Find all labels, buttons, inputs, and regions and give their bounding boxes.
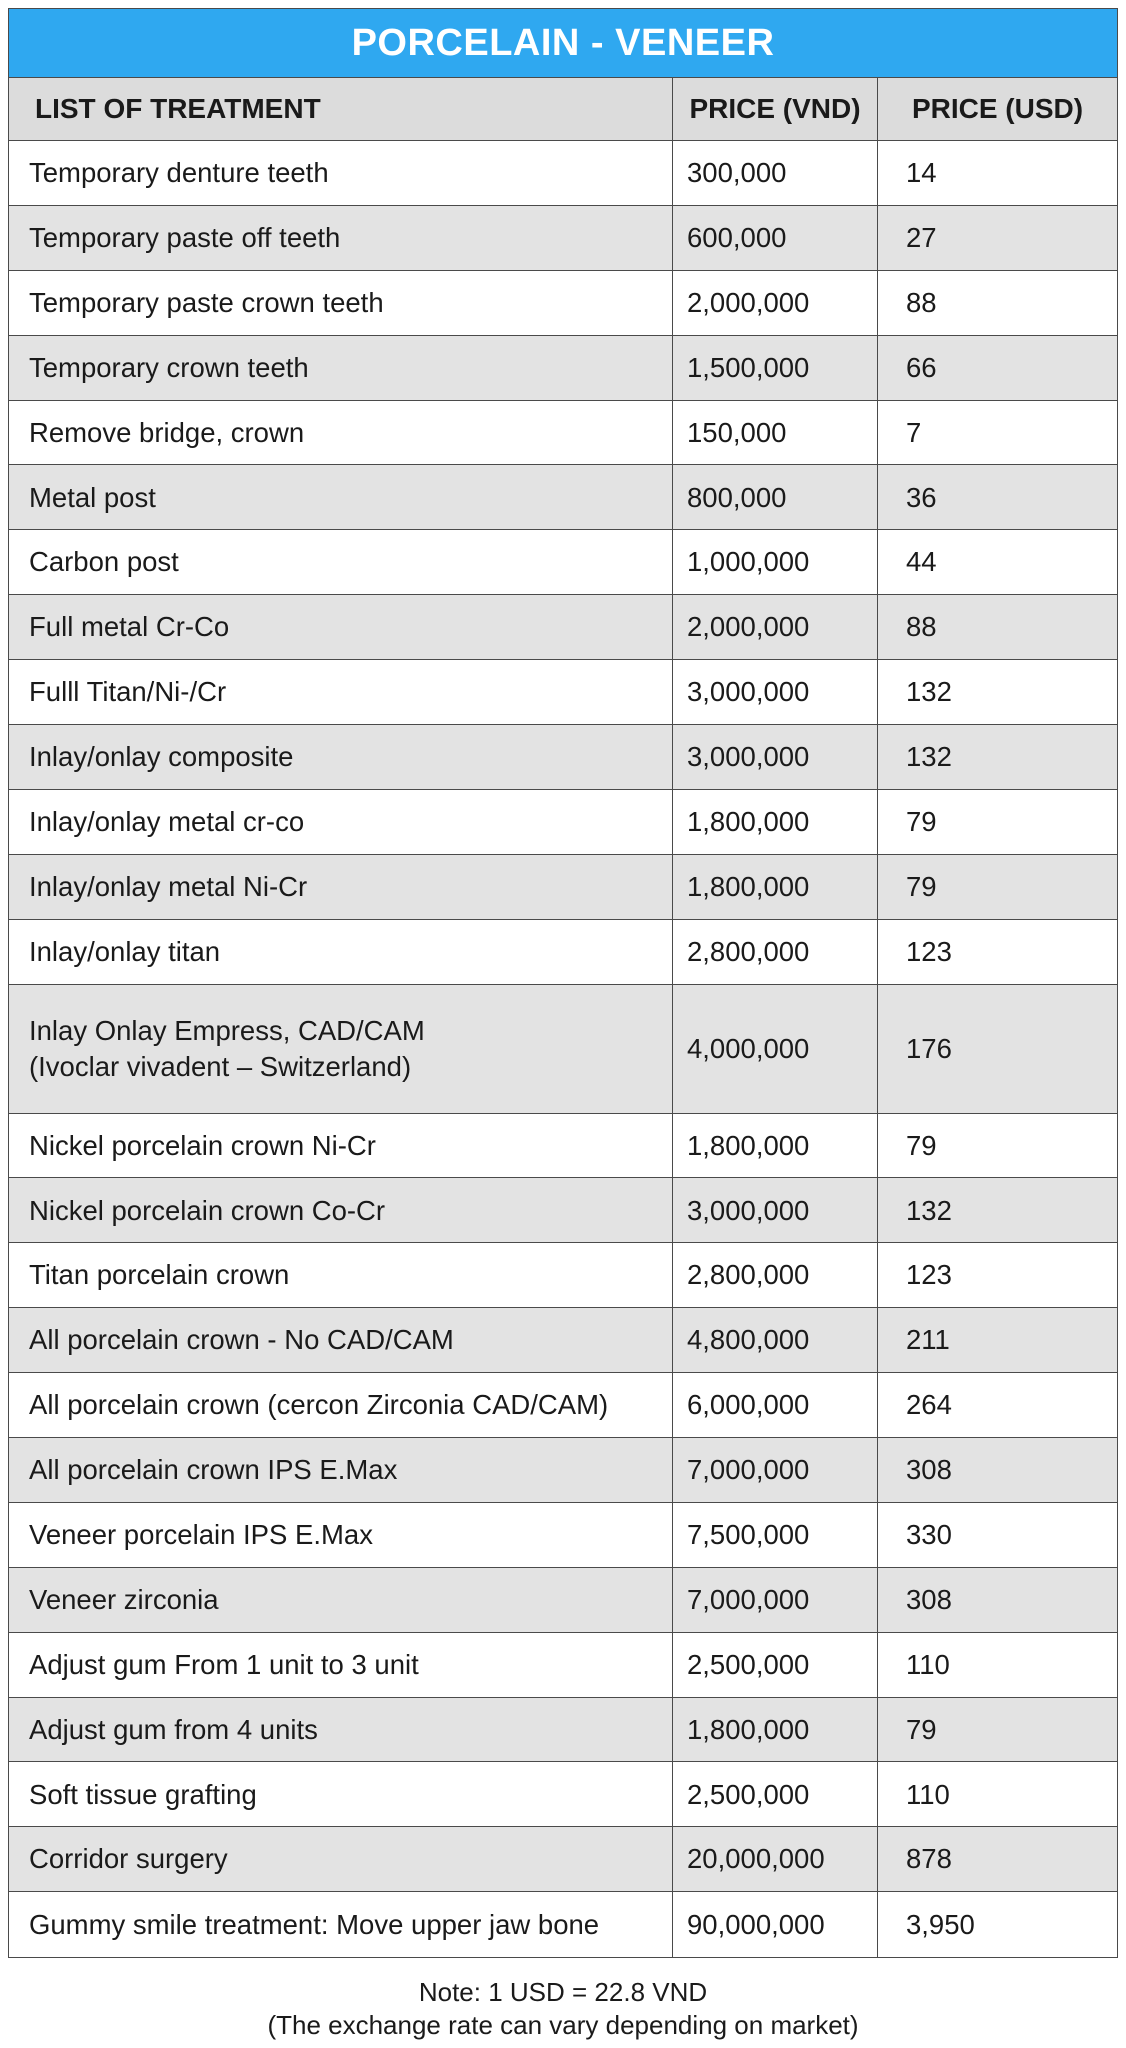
price-usd-cell: 44	[906, 546, 937, 578]
table-header-row	[9, 78, 1117, 141]
price-vnd-cell: 1,800,000	[673, 1114, 878, 1178]
treatment-cell: Titan porcelain crown	[9, 1243, 673, 1307]
table-row	[9, 206, 1117, 271]
treatment-cell: Nickel porcelain crown Ni-Cr	[9, 1114, 673, 1178]
price-usd-cell: 79	[906, 805, 937, 837]
price-vnd-cell: 3,000,000	[673, 725, 878, 789]
price-usd-cell: 3,950	[906, 1908, 975, 1940]
table-row	[9, 401, 1117, 466]
price-usd-cell: 27	[906, 221, 937, 253]
price-vnd-cell: 3,000,000	[673, 1178, 878, 1242]
price-usd-cell: 878	[906, 1843, 952, 1875]
price-vnd-cell: 6,000,000	[673, 1373, 878, 1437]
price-vnd-cell: 20,000,000	[673, 1827, 878, 1891]
price-vnd-cell: 7,000,000	[673, 1438, 878, 1502]
table-row	[9, 1503, 1117, 1568]
treatment-cell: Adjust gum from 4 units	[9, 1698, 673, 1762]
price-usd-cell: 330	[906, 1518, 952, 1550]
treatment-cell: Soft tissue grafting	[9, 1762, 673, 1826]
treatment-cell: Inlay/onlay metal Ni-Cr	[9, 855, 673, 919]
table-row	[9, 141, 1117, 206]
price-usd-cell: 88	[906, 611, 937, 643]
price-usd-cell: 88	[906, 286, 937, 318]
table-title: PORCELAIN - VENEER	[9, 9, 1117, 78]
note-disclaimer: (The exchange rate can vary depending on market)	[267, 2010, 859, 2040]
price-usd-cell: 66	[906, 351, 937, 383]
price-usd-cell: 79	[906, 1713, 937, 1745]
note-rate: Note: 1 USD = 22.8 VND	[418, 1977, 708, 2007]
price-usd-cell: 132	[906, 676, 952, 708]
table-row	[9, 1892, 1117, 1957]
table-row	[9, 1762, 1117, 1827]
price-vnd-cell: 1,800,000	[673, 1698, 878, 1762]
price-vnd-cell: 1,000,000	[673, 530, 878, 594]
treatment-cell: All porcelain crown (cercon Zirconia CAD/CAM)	[9, 1373, 673, 1437]
price-usd-cell: 264	[906, 1389, 952, 1421]
table-row	[9, 1438, 1117, 1503]
price-table	[8, 8, 1118, 1958]
treatment-cell: Inlay Onlay Empress, CAD/CAM (Ivoclar vivadent – Switzerland)	[9, 985, 673, 1113]
price-usd-cell: 132	[906, 741, 952, 773]
price-vnd-cell: 1,500,000	[673, 336, 878, 400]
table-row	[9, 1373, 1117, 1438]
treatment-cell: Inlay/onlay composite	[9, 725, 673, 789]
price-usd-cell: 123	[906, 935, 952, 967]
exchange-note	[0, 1976, 1126, 2042]
price-vnd-cell: 4,000,000	[673, 985, 878, 1113]
treatment-cell: Fulll Titan/Ni-/Cr	[9, 660, 673, 724]
table-row	[9, 465, 1117, 530]
table-row	[9, 1178, 1117, 1243]
treatment-cell: Temporary crown teeth	[9, 336, 673, 400]
table-row	[9, 271, 1117, 336]
price-vnd-cell: 600,000	[673, 206, 878, 270]
price-usd-cell: 211	[906, 1324, 950, 1356]
treatment-cell: Gummy smile treatment: Move upper jaw bone	[9, 1892, 673, 1957]
table-row	[9, 1698, 1117, 1763]
price-usd-cell: 176	[906, 1032, 952, 1064]
treatment-cell: All porcelain crown - No CAD/CAM	[9, 1308, 673, 1372]
treatment-cell: Veneer porcelain IPS E.Max	[9, 1503, 673, 1567]
treatment-cell: Temporary paste crown teeth	[9, 271, 673, 335]
treatment-cell: Metal post	[9, 465, 673, 529]
price-vnd-cell: 2,000,000	[673, 271, 878, 335]
table-row	[9, 660, 1117, 725]
treatment-cell: Temporary paste off teeth	[9, 206, 673, 270]
table-row	[9, 1568, 1117, 1633]
table-row	[9, 1827, 1117, 1892]
price-vnd-cell: 2,800,000	[673, 1243, 878, 1307]
price-usd-cell: 110	[906, 1778, 950, 1810]
treatment-cell: Inlay/onlay titan	[9, 920, 673, 984]
price-usd-cell: 132	[906, 1194, 952, 1226]
price-vnd-cell: 7,000,000	[673, 1568, 878, 1632]
price-vnd-cell: 150,000	[673, 401, 878, 465]
price-vnd-cell: 2,800,000	[673, 920, 878, 984]
treatment-cell: Temporary denture teeth	[9, 141, 673, 205]
header-treatment: LIST OF TREATMENT	[9, 78, 673, 140]
table-row	[9, 855, 1117, 920]
price-vnd-cell: 2,000,000	[673, 595, 878, 659]
table-row	[9, 725, 1117, 790]
header-price-vnd: PRICE (VND)	[673, 78, 878, 140]
table-row	[9, 530, 1117, 595]
table-row	[9, 1114, 1117, 1179]
price-vnd-cell: 3,000,000	[673, 660, 878, 724]
price-vnd-cell: 4,800,000	[673, 1308, 878, 1372]
price-vnd-cell: 90,000,000	[673, 1892, 878, 1957]
treatment-cell: Inlay/onlay metal cr-co	[9, 790, 673, 854]
table-row	[9, 336, 1117, 401]
treatment-cell: Full metal Cr-Co	[9, 595, 673, 659]
price-vnd-cell: 300,000	[673, 141, 878, 205]
price-usd-cell: 7	[906, 416, 922, 448]
price-vnd-cell: 1,800,000	[673, 790, 878, 854]
table-row	[9, 920, 1117, 985]
price-usd-cell: 79	[906, 1129, 937, 1161]
price-vnd-cell: 7,500,000	[673, 1503, 878, 1567]
price-vnd-cell: 2,500,000	[673, 1762, 878, 1826]
treatment-cell: Carbon post	[9, 530, 673, 594]
treatment-cell: All porcelain crown IPS E.Max	[9, 1438, 673, 1502]
treatment-cell: Corridor surgery	[9, 1827, 673, 1891]
table-row	[9, 1633, 1117, 1698]
price-vnd-cell: 2,500,000	[673, 1633, 878, 1697]
price-usd-cell: 110	[906, 1648, 950, 1680]
table-row	[9, 595, 1117, 660]
table-body	[9, 141, 1117, 1957]
header-price-usd: PRICE (USD)	[911, 92, 1084, 124]
table-row	[9, 790, 1117, 855]
treatment-cell: Veneer zirconia	[9, 1568, 673, 1632]
table-row	[9, 1308, 1117, 1373]
table-row	[9, 985, 1117, 1114]
price-usd-cell: 308	[906, 1583, 952, 1615]
price-vnd-cell: 800,000	[673, 465, 878, 529]
table-row	[9, 1243, 1117, 1308]
treatment-cell: Nickel porcelain crown Co-Cr	[9, 1178, 673, 1242]
price-vnd-cell: 1,800,000	[673, 855, 878, 919]
price-usd-cell: 79	[906, 870, 937, 902]
treatment-cell: Remove bridge, crown	[9, 401, 673, 465]
price-usd-cell: 14	[906, 157, 937, 189]
price-usd-cell: 123	[906, 1259, 952, 1291]
price-usd-cell: 36	[906, 481, 937, 513]
price-usd-cell: 308	[906, 1454, 952, 1486]
treatment-cell: Adjust gum From 1 unit to 3 unit	[9, 1633, 673, 1697]
